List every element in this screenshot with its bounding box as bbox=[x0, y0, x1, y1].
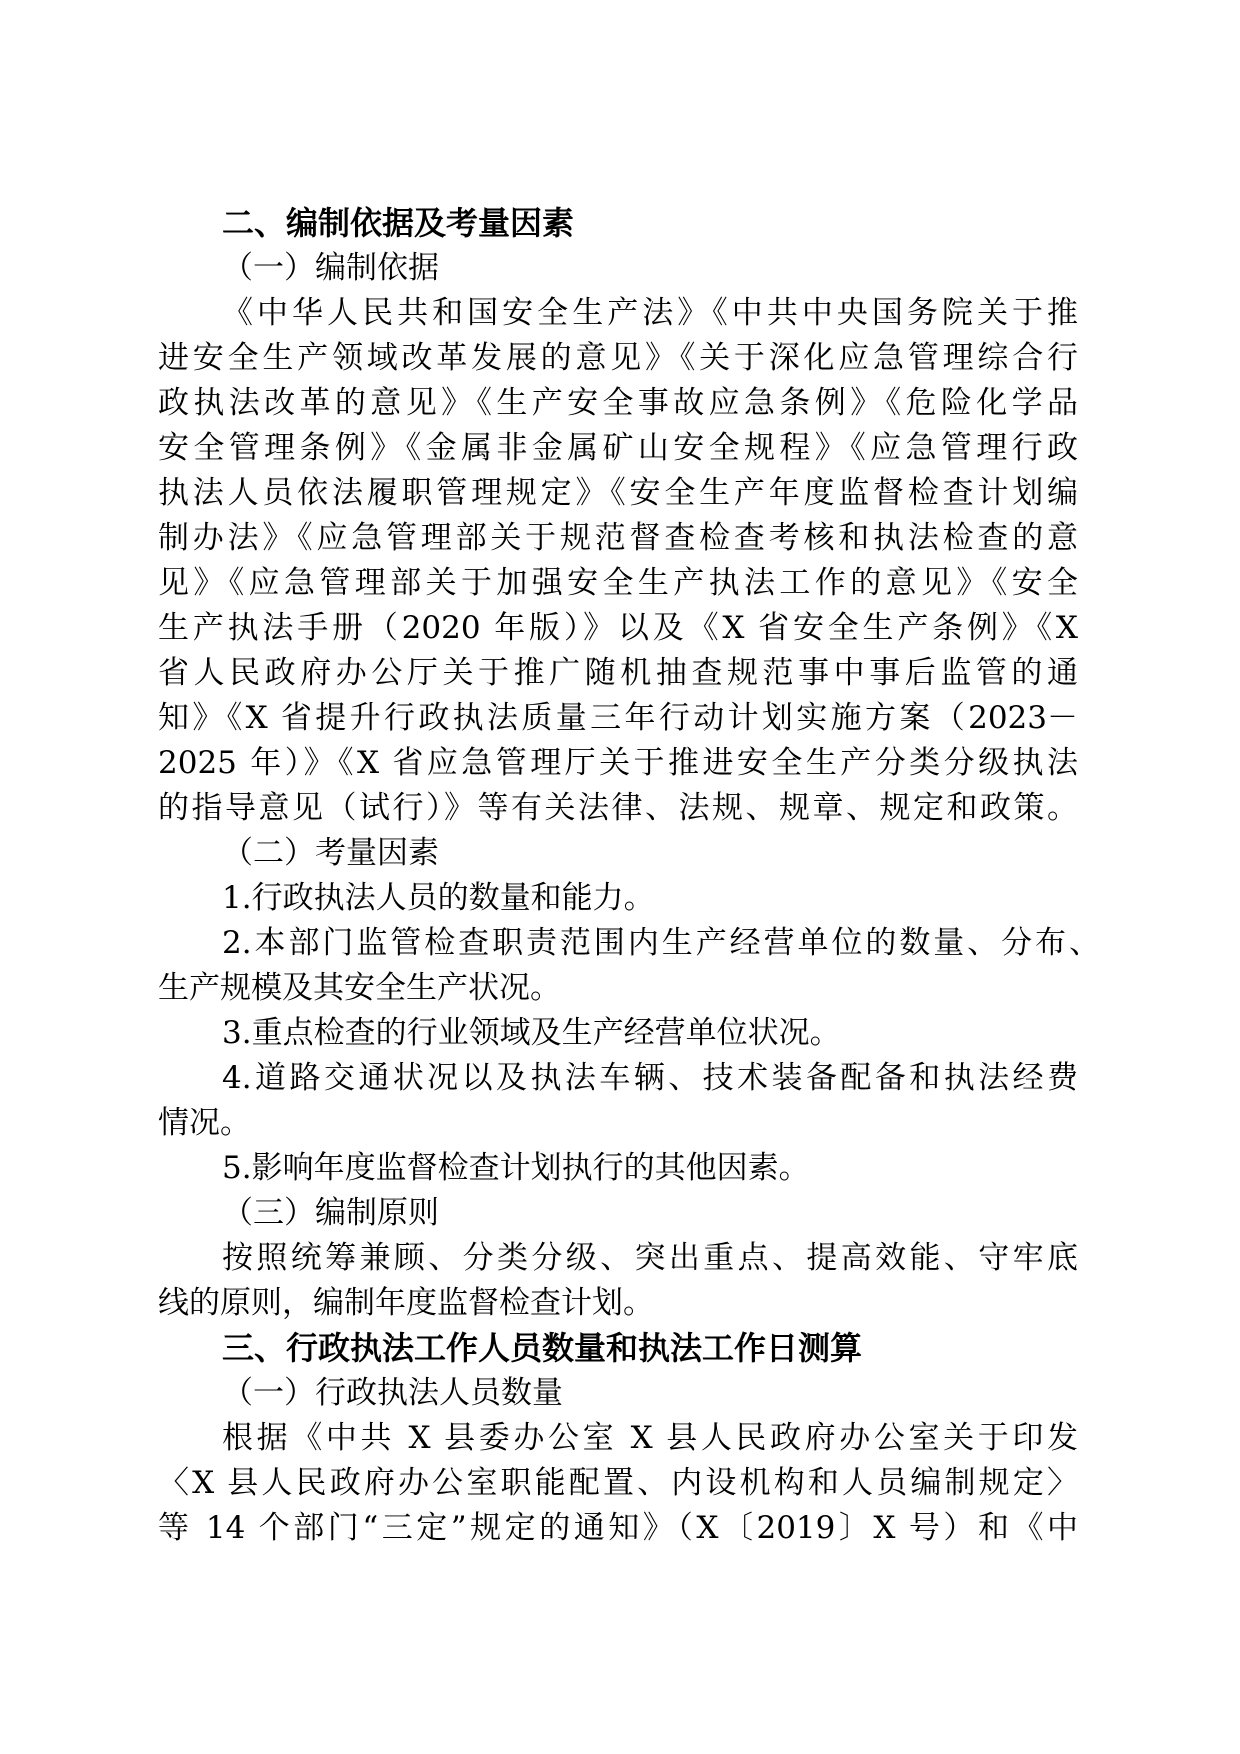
paragraph-line: 见》《应急管理部关于加强安全生产执法工作的意见》《安全 bbox=[158, 565, 1078, 601]
paragraph-line: 省人民政府办公厅关于推广随机抽查规范事中事后监管的通 bbox=[158, 655, 1078, 691]
factor-item: 5.影响年度监督检查计划执行的其他因素。 bbox=[222, 1150, 810, 1186]
paragraph-line: 《中华人民共和国安全生产法》《中共中央国务院关于推 bbox=[222, 295, 1078, 331]
paragraph-line: 执法人员依法履职管理规定》《安全生产年度监督检查计划编 bbox=[158, 475, 1078, 511]
subheading-staff: （一）行政执法人员数量 bbox=[222, 1375, 563, 1411]
paragraph-line: 〈X 县人民政府办公室职能配置、内设机构和人员编制规定〉 bbox=[158, 1465, 1078, 1501]
paragraph-line: 根据《中共 X 县委办公室 X 县人民政府办公室关于印发 bbox=[222, 1420, 1078, 1456]
paragraph-line: 的指导意见（试行）》等有关法律、法规、规章、规定和政策。 bbox=[158, 790, 1078, 826]
paragraph-line: 知》《X 省提升行政执法质量三年行动计划实施方案（2023－ bbox=[158, 700, 1078, 736]
paragraph-line: 安全管理条例》《金属非金属矿山安全规程》《应急管理行政 bbox=[158, 430, 1078, 466]
factor-item-continued: 生产规模及其安全生产状况。 bbox=[158, 970, 561, 1006]
paragraph-line: 2025 年）》《X 省应急管理厅关于推进安全生产分类分级执法 bbox=[158, 745, 1078, 781]
paragraph-line: 进安全生产领域改革发展的意见》《关于深化应急管理综合行 bbox=[158, 340, 1078, 376]
factor-item-continued: 情况。 bbox=[158, 1105, 251, 1141]
section-heading-3: 三、行政执法工作人员数量和执法工作日测算 bbox=[222, 1329, 863, 1367]
paragraph-line: 制办法》《应急管理部关于规范督查检查考核和执法检查的意 bbox=[158, 520, 1078, 556]
factor-item: 2.本部门监管检查职责范围内生产经营单位的数量、分布、 bbox=[222, 925, 1100, 961]
subheading-principles: （三）编制原则 bbox=[222, 1195, 439, 1231]
paragraph-line: 生产执法手册（2020 年版）》以及《X 省安全生产条例》《X bbox=[158, 610, 1078, 646]
paragraph-line: 等 14 个部门“三定”规定的通知》（X〔2019〕X 号）和《中 bbox=[158, 1510, 1078, 1546]
subheading-basis: （一）编制依据 bbox=[222, 250, 439, 286]
subheading-factors: （二）考量因素 bbox=[222, 835, 439, 871]
paragraph-line: 按照统筹兼顾、分类分级、突出重点、提高效能、守牢底 bbox=[222, 1240, 1078, 1276]
paragraph-line: 线的原则，编制年度监督检查计划。 bbox=[158, 1285, 654, 1321]
section-heading-2: 二、编制依据及考量因素 bbox=[222, 204, 575, 242]
factor-item: 1.行政执法人员的数量和能力。 bbox=[222, 880, 655, 916]
factor-item: 3.重点检查的行业领域及生产经营单位状况。 bbox=[222, 1015, 841, 1051]
factor-item: 4.道路交通状况以及执法车辆、技术装备配备和执法经费 bbox=[222, 1060, 1078, 1096]
paragraph-line: 政执法改革的意见》《生产安全事故应急条例》《危险化学品 bbox=[158, 385, 1078, 421]
